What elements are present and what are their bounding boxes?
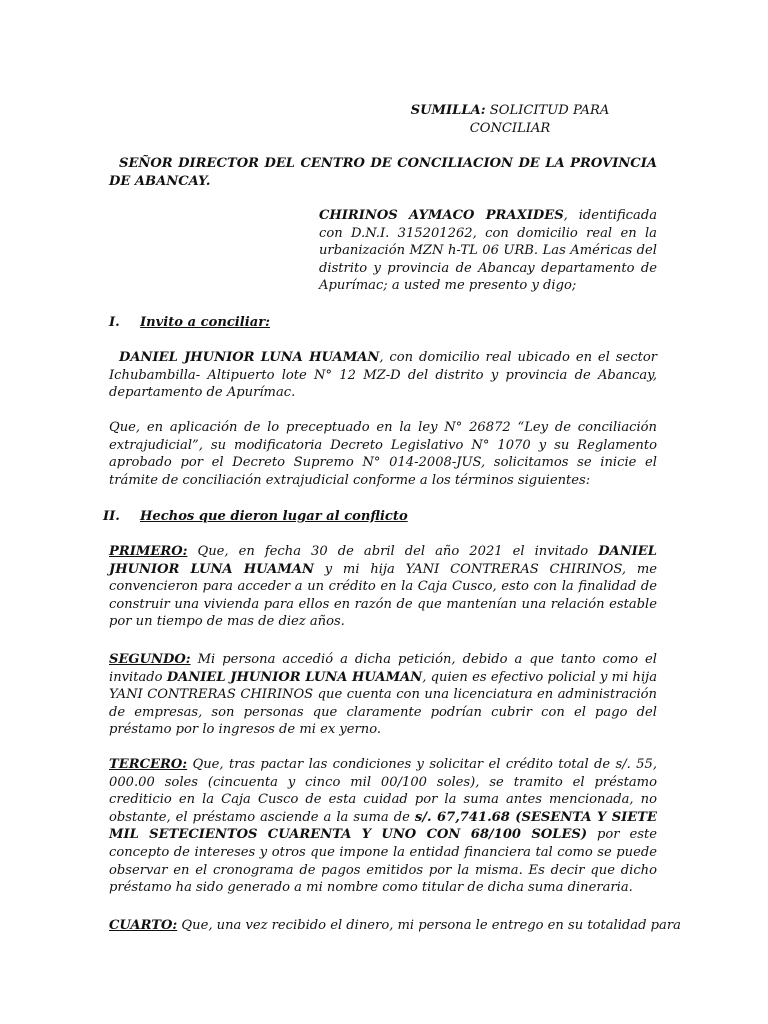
paragraph-cuarto [109, 917, 681, 935]
segundo-label: SEGUNDO: [109, 652, 191, 667]
section-1-number: I. [109, 315, 120, 330]
primero-label: PRIMERO: [109, 544, 188, 559]
primero-text-1: Que, en fecha 30 de abril del año 2021 el invitado [187, 544, 599, 559]
section-2-heading [103, 508, 663, 526]
paragraph-segundo [109, 651, 657, 739]
segundo-invitee-name: DANIEL JHUNIOR LUNA HUAMAN [166, 669, 423, 685]
segundo-text-2: , quien es efectivo policial y mi hija YANI CONTRERAS CHIRINOS que cuenta con una licenciatura en administración de empresas, son personas que claramente podrían cubrir con el pago del préstamo por lo ingresos de mi ex yerno. [109, 669, 658, 738]
tercero-amount: s/. 67,741.68 (SESENTA Y SIETE MIL SETECIENTOS CUARENTA Y UNO CON 68/100 SOLES) [109, 809, 657, 843]
addressee: SEÑOR DIRECTOR DEL CENTRO DE CONCILIACION DE LA PROVINCIA DE ABANCAY. [109, 156, 657, 189]
section-2-number: II. [103, 509, 120, 524]
primero-invitee-name: DANIEL JHUNIOR LUNA HUAMAN [109, 544, 657, 577]
tercero-label: TERCERO: [109, 757, 188, 772]
section-1-heading [109, 314, 657, 332]
primero-text-2: y mi hija YANI CONTRERAS CHIRINOS, me convencieron para acceder a un crédito en la Caja Cusco, esto con la finalidad de construir una vivienda para ellos en razón de que mantenían una relación estable por un tiempo de mas de diez años. [109, 561, 657, 630]
applicant-details: , identificada con D.N.I. 315201262, con domicilio real en la urbanización MZN h-TL 06 URB. Las Américas del distrito y provincia de Abancay departamento de Apurímac; a usted me presento y digo; [319, 208, 658, 294]
sumilla-label: SUMILLA: [410, 103, 486, 118]
invitee-name: DANIEL JHUNIOR LUNA HUAMAN [119, 350, 380, 365]
cuarto-text-1: Que, una vez recibido el dinero, mi persona le entrego en su totalidad para [177, 918, 681, 933]
applicant-name: CHIRINOS AYMACO PRAXIDES [319, 208, 564, 223]
sumilla [400, 102, 620, 137]
paragraph-primero [109, 543, 657, 631]
invitee-paragraph [109, 349, 657, 402]
invitee-details: , con domicilio real ubicado en el sector Ichubambilla- Altipuerto lote N° 12 MZ-D del distrito y provincia de Abancay, departamento de Apurímac. [109, 350, 657, 401]
sumilla-text-line2: CONCILIAR [469, 120, 551, 136]
section-2-title: Hechos que dieron lugar al conflicto [140, 509, 408, 524]
paragraph-tercero [109, 756, 657, 897]
cuarto-label: CUARTO: [109, 918, 178, 933]
sumilla-text-line1: SOLICITUD PARA [489, 103, 610, 118]
applicant-paragraph [319, 207, 657, 295]
tercero-text-1: Que, tras pactar las condiciones y solicitar el crédito total de s/. 55, 000.00 soles (cincuenta y cinco mil 00/100 soles), se tramito el préstamo crediticio en la Caja Cusco de esta cuidad por la suma antes mencionada, no obstante, el préstamo asciende a la suma de [109, 757, 657, 825]
tercero-text-2: por este concepto de intereses y otros que impone la entidad financiera tal como se puede observar en el cronograma de pagos emitidos por la misma. Es decir que dicho préstamo ha sido generado a mi nombre como titular de dicha suma dineraria. [109, 827, 657, 896]
legal-basis-paragraph: Que, en aplicación de lo preceptuado en la ley N° 26872 “Ley de conciliación extrajudicial”, su modificatoria Decreto Legislativo N° 1070 y su Reglamento aprobado por el Decreto Supremo N° 014-2008-JUS, solicitamos se inicie el trámite de conciliación extrajudicial conforme a los términos siguientes: [109, 420, 657, 488]
segundo-text-1: Mi persona accedió a dicha petición, debido a que tanto como el invitado [109, 652, 657, 685]
section-1-title: Invito a conciliar: [140, 315, 270, 330]
